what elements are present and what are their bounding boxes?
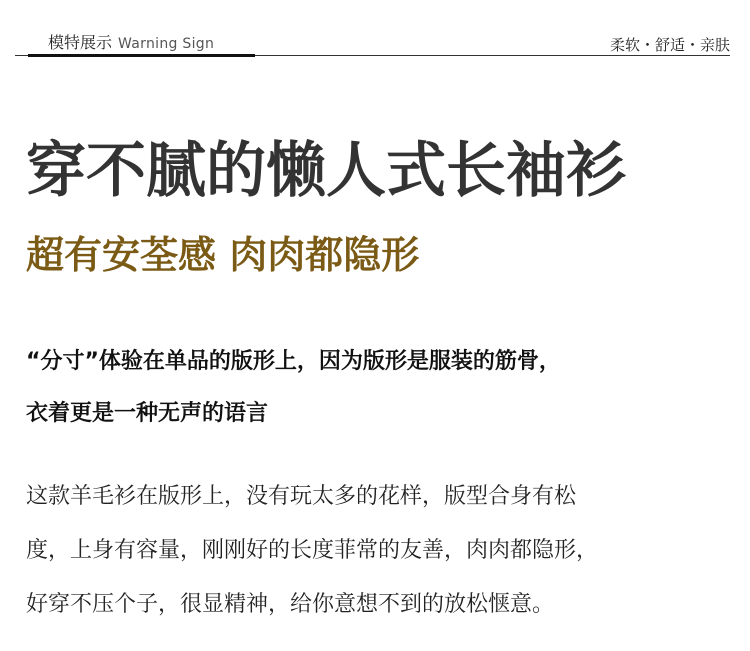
main-headline: 穿不腻的懒人式长袖衫 <box>26 136 626 206</box>
description-line: 好穿不压个子，很显精神，给你意想不到的放松惬意。 <box>26 592 555 617</box>
description-line: 这款羊毛衫在版形上，没有玩太多的花样，版型合身有松 <box>26 484 577 509</box>
section-subtitle: Warning Sign <box>118 36 215 52</box>
sub-headline: 超有安荃感 肉肉都隐形 <box>26 233 420 277</box>
intro-line: 衣着更是一种无声的语言 <box>26 401 269 426</box>
header-tagline: 柔软・舒适・亲肤 <box>609 36 730 54</box>
intro-line: “分寸”体验在单品的版形上，因为版形是服装的筋骨， <box>26 349 561 374</box>
description-paragraph <box>26 470 726 632</box>
header-accent-bar <box>28 54 255 57</box>
section-label <box>48 30 214 53</box>
page-header <box>0 0 750 62</box>
description-line: 度，上身有容量，刚刚好的长度菲常的友善，肉肉都隐形， <box>26 538 599 563</box>
intro-paragraph <box>26 336 726 440</box>
section-title: 模特展示 <box>48 33 113 52</box>
